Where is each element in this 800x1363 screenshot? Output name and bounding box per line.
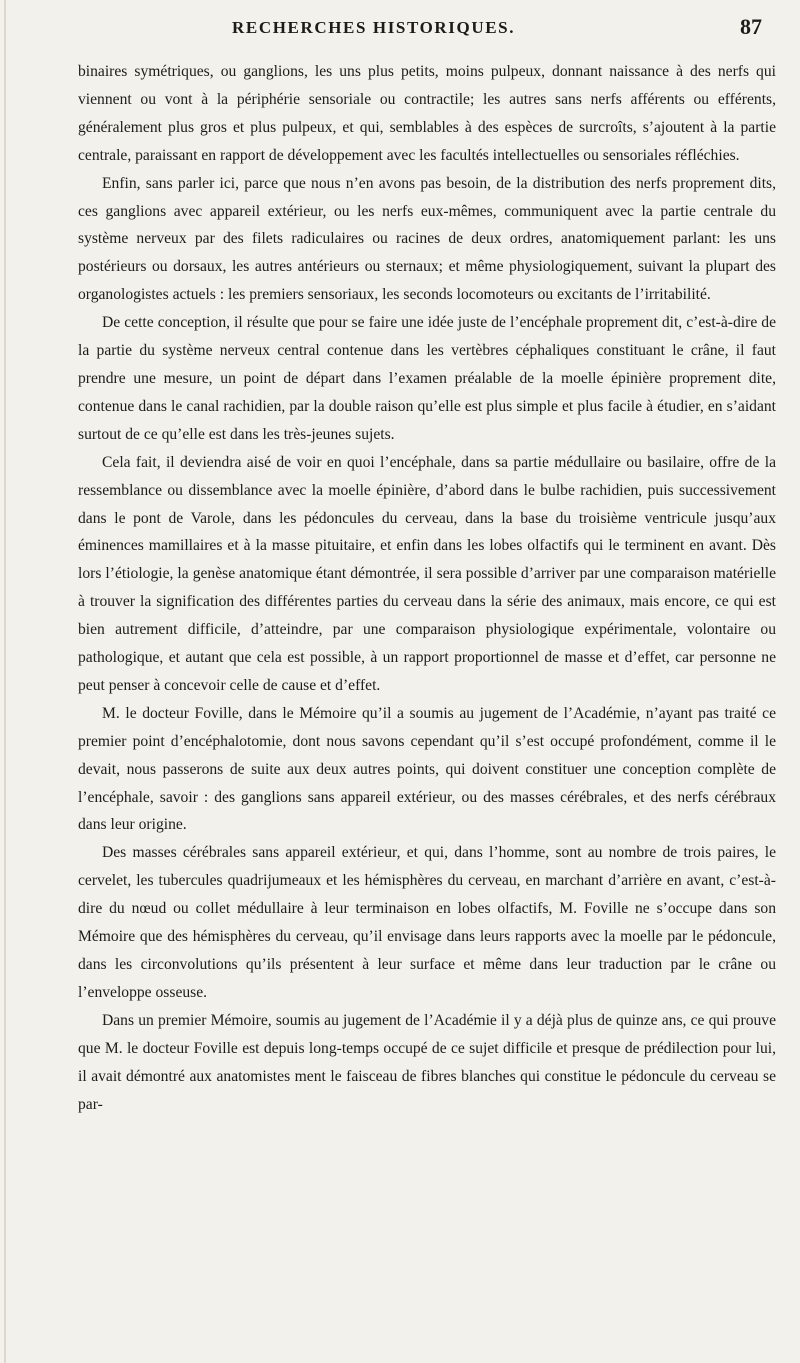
page-edge [4, 0, 6, 1363]
page-header [0, 14, 800, 44]
paragraph-7: Dans un premier Mémoire, soumis au jugement de l’Académie il y a déjà plus de quinze ans, ce qui prouve que M. le docteur Foville est depuis long-temps occupé de ce sujet difficile et presque de prédilection pour lui, il avait démontré aux anatomistes ment le faisceau de fibres blanches qui constitue le pédoncule du cerveau se par- [78, 1011, 776, 1113]
paragraph-5: M. le docteur Foville, dans le Mémoire qu’il a soumis au jugement de l’Académie, n’ayant pas traité ce premier point d’encéphalotomie, dont nous savons cependant qu’il s’est occupé profondément, comme il le devait, nous passerons de suite aux deux autres points, qui doivent constituer une conception complète de l’encéphale, savoir : des ganglions sans appareil extérieur, ou des masses cérébrales, et des nerfs cérébraux dans leur origine. [78, 704, 776, 834]
paragraph-1: binaires symétriques, ou ganglions, les uns plus petits, moins pulpeux, donnant naissance à des nerfs qui viennent ou vont à la périphérie sensoriale ou contractile; les autres sans nerfs afférents ou efférents, généralement plus gros et plus pulpeux, et qui, semblables à des espèces de surcroîts, s’ajoutent à la partie centrale, paraissant en rapport de développement avec les facultés intellectuelles ou sensoriales réfléchies. [78, 63, 776, 164]
paragraph-6: Des masses cérébrales sans appareil extérieur, et qui, dans l’homme, sont au nombre de trois paires, le cervelet, les tubercules quadrijumeaux et les hémisphères du cerveau, en marchant d’arrière en avant, c’est-à-dire du nœud ou collet médullaire à leur terminaison en lobes olfactifs, M. Foville ne s’occupe dans son Mémoire que des hémisphères du cerveau, qu’il envisage dans leurs rapports avec la moelle par le pédoncule, dans les circonvolutions qu’ils présentent à leur surface et même dans leur traduction par le crâne ou l’enveloppe osseuse. [78, 844, 776, 1001]
running-head: RECHERCHES HISTORIQUES. [232, 18, 516, 37]
body-text [78, 58, 776, 1118]
paragraph-3: De cette conception, il résulte que pour se faire une idée juste de l’encéphale proprement dit, c’est-à-dire de la partie du système nerveux central contenue dans les vertèbres céphaliques constituant le crâne, il faut prendre une mesure, un point de départ dans l’examen préalable de la moelle épinière proprement dite, contenue dans le canal rachidien, par la double raison qu’elle est plus simple et plus facile à étudier, en s’aidant surtout de ce qu’elle est dans les très-jeunes sujets. [78, 314, 776, 443]
page-number: 87 [740, 14, 762, 39]
paragraph-4: Cela fait, il deviendra aisé de voir en quoi l’encéphale, dans sa partie médullaire ou basilaire, offre de la ressemblance ou dissemblance avec la moelle épinière, d’abord dans le bulbe rachidien, puis successivement dans le pont de Varole, dans les pédoncules du cerveau, dans la base du troisième ventricule jusqu’aux éminences mamillaires et à la masse pituitaire, et enfin dans les lobes olfactifs qui le terminent en avant. Dès lors l’étiologie, la genèse anatomique étant démontrée, il sera possible d’arriver par une comparaison matérielle à trouver la signification des différentes parties du cerveau dans la série des animaux, mais encore, ce qui est bien autrement difficile, d’atteindre, par une comparaison physiologique expérimentale, volontaire ou pathologique, et autant que cela est possible, à un rapport proportionnel de masse et d’effet, car personne ne peut penser à concevoir celle de cause et d’effet. [78, 453, 776, 694]
paragraph-2: Enfin, sans parler ici, parce que nous n’en avons pas besoin, de la distribution des nerfs proprement dits, ces ganglions avec appareil extérieur, ou les nerfs eux-mêmes, communiquent avec la partie centrale du système nerveux par des filets radiculaires ou racines de deux ordres, anatomiquement parlant: les uns postérieurs ou dorsaux, les autres antérieurs ou sternaux; et même physiologiquement, suivant la plupart des organologistes actuels : les premiers sensoriaux, les seconds locomoteurs ou excitants de l’irritabilité. [78, 174, 776, 304]
